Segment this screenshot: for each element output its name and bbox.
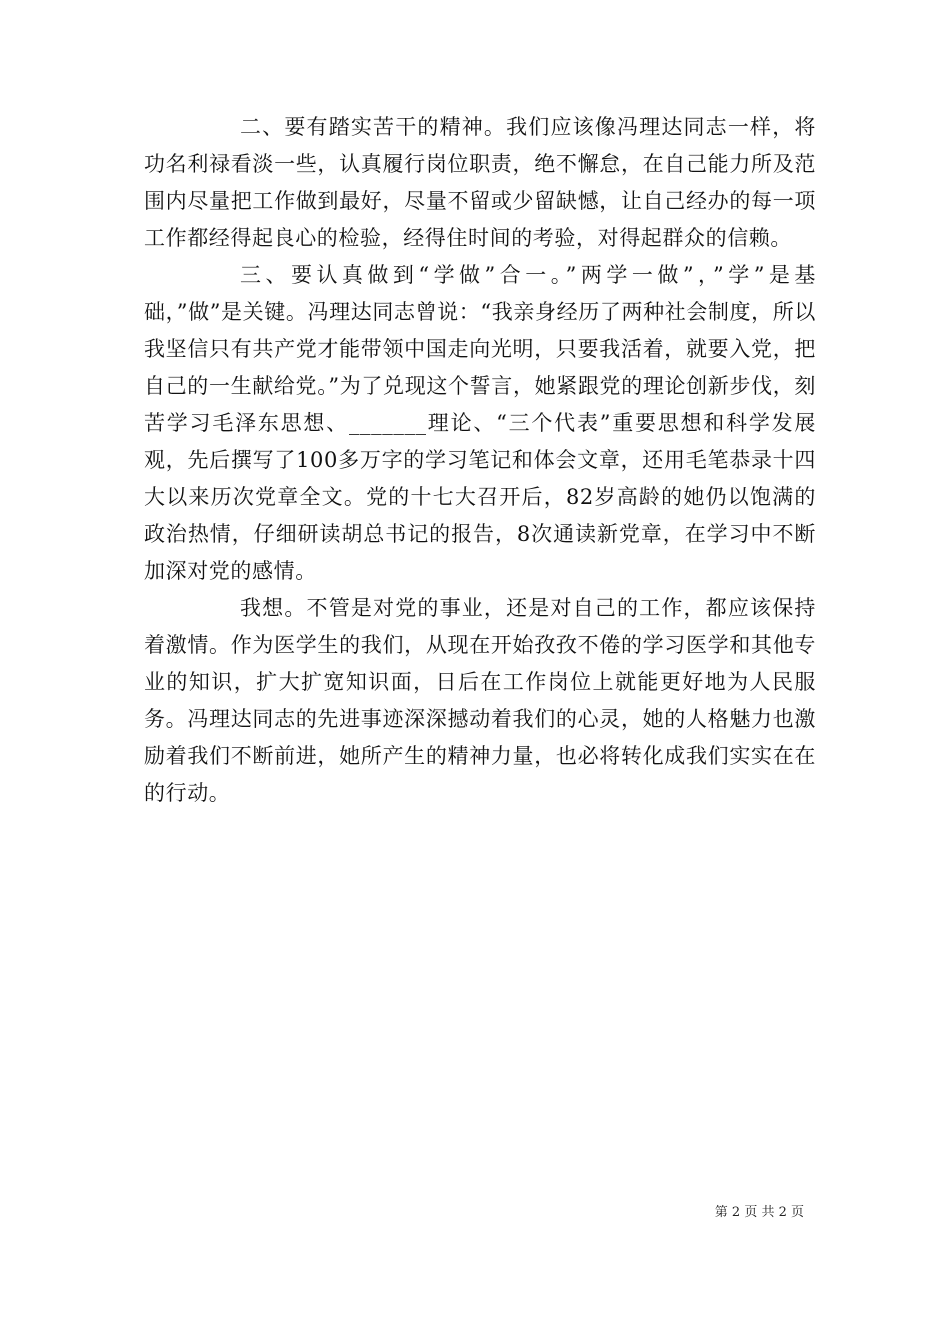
paragraph-conclusion: 我想。不管是对党的事业，还是对自己的工作，都应该保持着激情。作为医学生的我们，从现在开始孜孜不倦的学习医学和其他专业的知识，扩大扩宽知识面，日后在工作岗位上就能更好地为人民服务。冯理达同志的先进事迹深深撼动着我们的心灵，她的人格魅力也激励着我们不断前进，她所产生的精神力量，也必将转化成我们实实在在的行动。 [144,596,816,805]
document-body [144,109,816,812]
paragraph-diligence: 二、要有踏实苦干的精神。我们应该像冯理达同志一样，将功名利禄看淡一些，认真履行岗位职责，绝不懈怠，在自己能力所及范围内尽量把工作做到最好，尽量不留或少留缺憾，让自己经办的每一项工作都经得起良心的检验，经得住时间的考验，对得起群众的信赖。 [144,115,816,250]
page-number-footer: 第 2 页 共 2 页 [714,1205,804,1220]
paragraph-study-and-practice: 三、要认真做到“学做”合一。”两学一做”，”学”是基础，”做”是关键。冯理达同志曾说：“我亲身经历了两种社会制度，所以我坚信只有共产党才能带领中国走向光明，只要我活着，就要入党，把自己的一生献给党。”为了兑现这个誓言，她紧跟党的理论创新步伐，刻苦学习毛泽东思想、_______理论、“三个代表”重要思想和科学发展观，先后撰写了100多万字的学习笔记和体会文章，还用毛笔恭录十四大以来历次党章全文。党的十七大召开后，82岁高龄的她仍以饱满的政治热情，仔细研读胡总书记的报告，8次通读新党章，在学习中不断加深对党的感情。 [144,263,816,583]
